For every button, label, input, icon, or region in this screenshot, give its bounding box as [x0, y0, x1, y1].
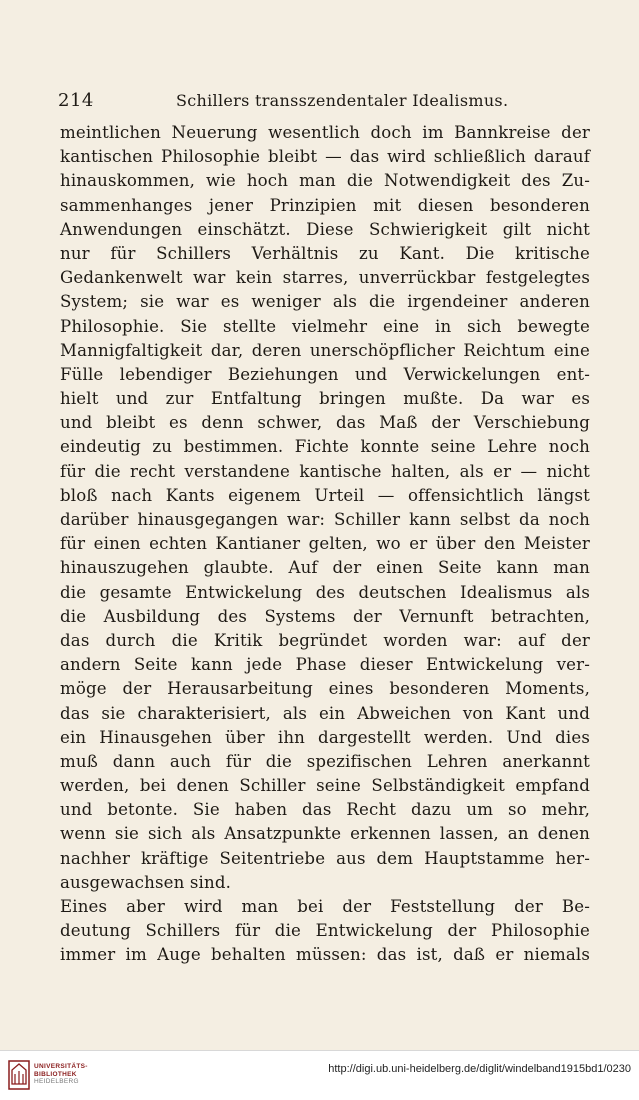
text-line: ein Hinausgehen über ihn dargestellt werden. Und dies — [60, 727, 590, 747]
text-line: und betonte. Sie haben das Recht dazu um so mehr, — [60, 800, 590, 820]
text-line: nachher kräftige Seitentriebe aus dem Hauptstamme her- — [60, 848, 590, 868]
running-title: Schillers transszendentaler Idealismus. — [176, 91, 509, 110]
text-line: hinauszugehen glaubte. Auf der einen Seite kann man — [60, 558, 590, 578]
text-line: die gesamte Entwickelung des deutschen Idealismus als — [60, 582, 590, 602]
text-line: sammenhanges jener Prinzipien mit diesen besonderen — [60, 195, 590, 215]
text-line: Anwendungen einschätzt. Diese Schwierigkeit gilt nicht — [60, 219, 590, 239]
text-line: werden, bei denen Schiller seine Selbständigkeit empfand — [60, 776, 590, 796]
text-line: Fülle lebendiger Beziehungen und Verwickelungen ent- — [60, 364, 590, 384]
university-library-logo-icon — [8, 1060, 30, 1090]
library-name-line: UNIVERSITÄTS- — [34, 1063, 88, 1070]
text-line: für die recht verstandene kantische halten, als er — nicht — [60, 461, 590, 481]
text-line: das durch die Kritik begründet worden war: auf der — [60, 630, 590, 650]
text-line: für einen echten Kantianer gelten, wo er über den Meister — [60, 534, 590, 554]
library-name-line: BIBLIOTHEK — [34, 1070, 77, 1078]
text-line: Philosophie. Sie stellte vielmehr eine in sich bewegte — [60, 316, 590, 336]
text-line: nur für Schillers Verhältnis zu Kant. Die kritische — [60, 243, 590, 263]
text-line: möge der Herausarbeitung eines besonderen Moments, — [60, 679, 590, 699]
text-line: deutung Schillers für die Entwickelung der Philosophie — [60, 921, 590, 941]
text-line: kantischen Philosophie bleibt — das wird schließlich darauf — [60, 147, 590, 167]
text-line: muß dann auch für die spezifischen Lehren anerkannt — [60, 751, 590, 771]
page-header — [58, 90, 588, 118]
permalink-url[interactable]: http://digi.ub.uni-heidelberg.de/diglit/windelband1915bd1/0230 — [328, 1063, 631, 1075]
library-name-line: HEIDELBERG — [34, 1078, 79, 1085]
text-line: bloß nach Kants eigenem Urteil — offensichtlich längst — [60, 485, 590, 505]
text-line: andern Seite kann jede Phase dieser Entwickelung ver- — [60, 655, 590, 675]
page-number: 214 — [58, 90, 94, 111]
text-line: System; sie war es weniger als die irgendeiner anderen — [60, 292, 590, 312]
text-line: und bleibt es denn schwer, das Maß der Verschiebung — [60, 413, 590, 433]
viewer-footer — [0, 1050, 639, 1100]
text-line: das sie charakterisiert, als ein Abweichen von Kant und — [60, 703, 590, 723]
text-line: Gedankenwelt war kein starres, unverrückbar festgelegtes — [60, 268, 590, 288]
paragraph-end-line: ausgewachsen sind. — [60, 872, 232, 892]
text-line: hielt und zur Entfaltung bringen mußte. Da war es — [60, 389, 590, 409]
text-line: eindeutig zu bestimmen. Fichte konnte seine Lehre noch — [60, 437, 590, 457]
body-text — [60, 121, 590, 968]
text-line: hinauskommen, wie hoch man die Notwendigkeit des Zu- — [60, 171, 590, 191]
text-line: Mannigfaltigkeit dar, deren unerschöpflicher Reichtum eine — [60, 340, 590, 360]
text-line: Eines aber wird man bei der Feststellung der Be- — [60, 897, 590, 916]
text-line: darüber hinausgegangen war: Schiller kann selbst da noch — [60, 510, 590, 529]
text-line: die Ausbildung des Systems der Vernunft betrachten, — [60, 606, 590, 626]
library-name — [34, 1063, 88, 1086]
text-line: wenn sie sich als Ansatzpunkte erkennen lassen, an denen — [60, 824, 590, 844]
text-line: meintlichen Neuerung wesentlich doch im Bannkreise der — [60, 123, 590, 142]
text-line: immer im Auge behalten müssen: das ist, daß er niemals — [60, 945, 590, 965]
